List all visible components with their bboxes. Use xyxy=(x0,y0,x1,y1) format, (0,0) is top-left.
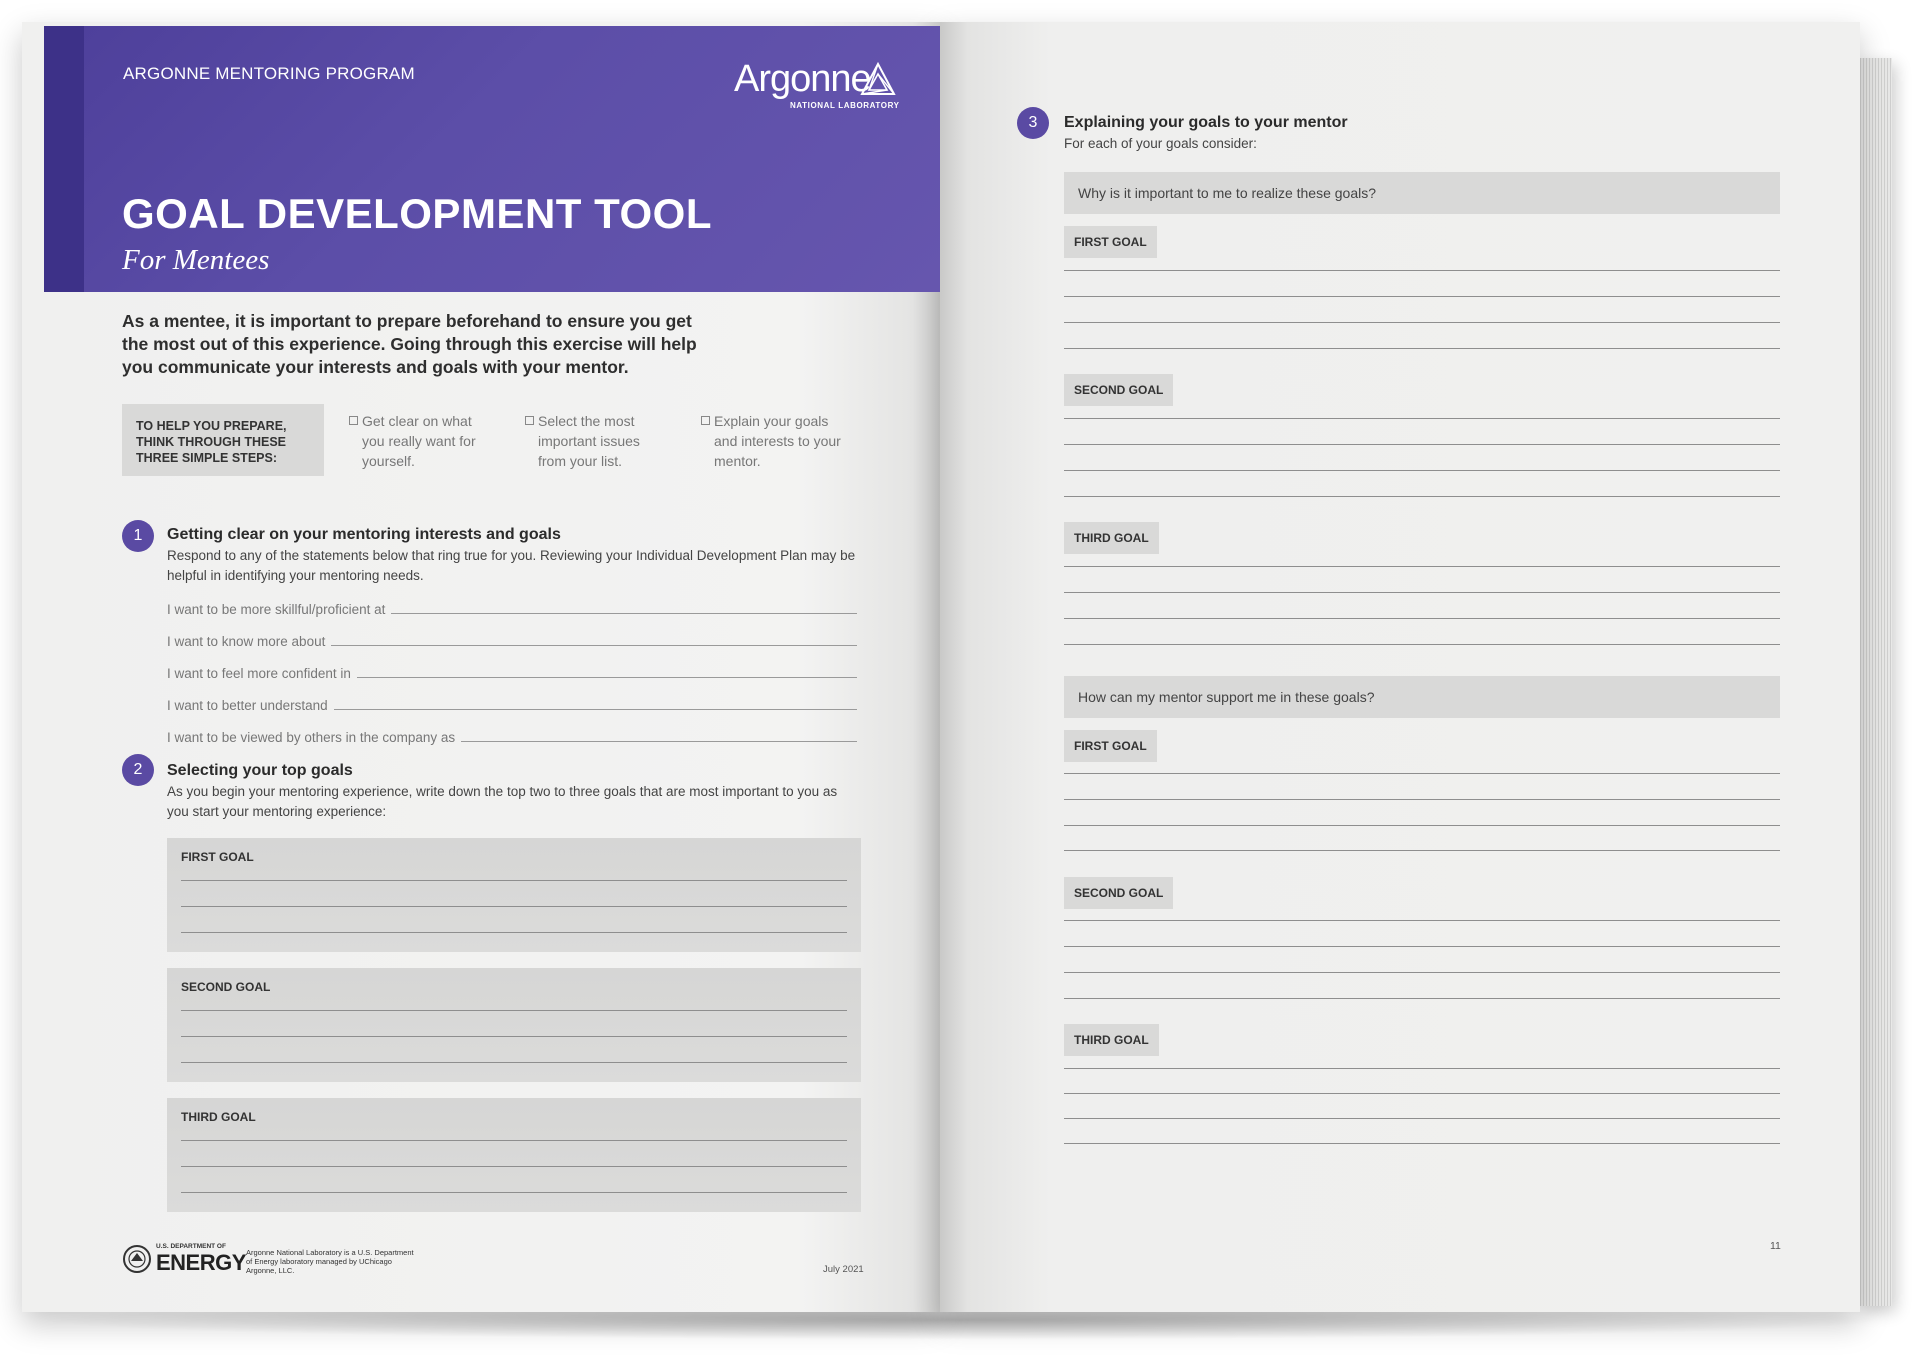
statement-rule xyxy=(391,613,857,614)
statement-line[interactable] xyxy=(167,725,857,745)
goal-tab: THIRD GOAL xyxy=(1064,1024,1159,1056)
page-subtitle: For Mentees xyxy=(122,244,270,276)
goal-box-third[interactable] xyxy=(167,1098,861,1212)
checkbox-icon xyxy=(525,416,534,425)
write-line[interactable] xyxy=(1064,592,1780,593)
write-line[interactable] xyxy=(1064,946,1780,947)
write-line[interactable] xyxy=(1064,1143,1780,1144)
section-1-badge: 1 xyxy=(122,520,154,552)
prep-step-text: Get clear on what you really want for yourself. xyxy=(362,413,476,469)
section-2-desc: As you begin your mentoring experience, write down the top two to three goals that are most important to you as you start your mentoring experience: xyxy=(167,784,838,819)
statement-line[interactable] xyxy=(167,693,857,713)
question-text: Why is it important to me to realize these goals? xyxy=(1078,185,1377,201)
prep-step-2 xyxy=(538,411,668,471)
write-line[interactable] xyxy=(1064,418,1780,419)
goal-box-first[interactable] xyxy=(167,838,861,952)
write-line xyxy=(181,1062,847,1063)
write-line xyxy=(181,932,847,933)
page-edges xyxy=(1858,58,1892,1306)
statement-label: I want to be more skillful/proficient at xyxy=(167,602,386,617)
question-bar-why xyxy=(1064,172,1780,214)
statement-line[interactable] xyxy=(167,597,857,617)
prep-label: TO HELP YOU PREPARE, THINK THROUGH THESE THREE SIMPLE STEPS: xyxy=(136,419,287,465)
goal-box-second[interactable] xyxy=(167,968,861,1082)
write-line[interactable] xyxy=(1064,799,1780,800)
write-line[interactable] xyxy=(1064,644,1780,645)
write-line[interactable] xyxy=(1064,825,1780,826)
doe-seal-icon xyxy=(122,1244,152,1274)
goal-tab: THIRD GOAL xyxy=(1064,522,1159,554)
write-line xyxy=(181,1140,847,1141)
write-line[interactable] xyxy=(1064,998,1780,999)
write-line[interactable] xyxy=(1064,1068,1780,1069)
statement-label: I want to better understand xyxy=(167,698,328,713)
statement-rule xyxy=(331,645,857,646)
page-number: 11 xyxy=(1770,1240,1781,1252)
question-text: How can my mentor support me in these goals? xyxy=(1078,689,1375,705)
statement-line[interactable] xyxy=(167,661,857,681)
doe-small-text: U.S. DEPARTMENT OF xyxy=(156,1243,226,1250)
statement-label: I want to feel more confident in xyxy=(167,666,351,681)
statement-label: I want to be viewed by others in the company as xyxy=(167,730,456,745)
write-line[interactable] xyxy=(1064,348,1780,349)
statement-rule xyxy=(461,741,857,742)
write-line[interactable] xyxy=(1064,444,1780,445)
goal-label: THIRD GOAL xyxy=(181,1110,256,1124)
checkbox-icon xyxy=(701,416,710,425)
write-line[interactable] xyxy=(1064,920,1780,921)
page-title: GOAL DEVELOPMENT TOOL xyxy=(122,190,712,237)
doe-footer-logo xyxy=(122,1242,422,1278)
question-bar-how xyxy=(1064,676,1780,718)
intro-paragraph: As a mentee, it is important to prepare beforehand to ensure you get the most out of this experience. Going through this exercise will help you communicate your interests and goals with your mentor. xyxy=(122,311,697,377)
write-line xyxy=(181,1192,847,1193)
prep-step-1 xyxy=(362,411,492,471)
doe-big-text: ENERGY xyxy=(156,1250,246,1275)
section-3-badge: 3 xyxy=(1017,107,1049,139)
goal-label: SECOND GOAL xyxy=(181,980,271,994)
statement-line[interactable] xyxy=(167,629,857,649)
logo-word: Argonne xyxy=(734,58,871,100)
goal-label: FIRST GOAL xyxy=(181,850,254,864)
checkbox-icon xyxy=(349,416,358,425)
write-line[interactable] xyxy=(1064,470,1780,471)
write-line xyxy=(181,1010,847,1011)
statement-label: I want to know more about xyxy=(167,634,326,649)
section-3-desc: For each of your goals consider: xyxy=(1064,136,1257,151)
write-line[interactable] xyxy=(1064,850,1780,851)
program-label: ARGONNE MENTORING PROGRAM xyxy=(123,64,415,83)
write-line[interactable] xyxy=(1064,1093,1780,1094)
prep-box xyxy=(122,404,324,476)
section-1-desc: Respond to any of the statements below that ring true for you. Reviewing your Individual Development Plan may be helpful in identifying your mentoring needs. xyxy=(167,548,856,583)
prep-step-3 xyxy=(714,411,844,471)
write-line[interactable] xyxy=(1064,566,1780,567)
prep-step-text: Explain your goals and interests to your mentor. xyxy=(714,413,841,469)
goal-tab: SECOND GOAL xyxy=(1064,374,1173,406)
write-line[interactable] xyxy=(1064,270,1780,271)
write-line[interactable] xyxy=(1064,322,1780,323)
section-3-title: Explaining your goals to your mentor xyxy=(1064,114,1348,131)
statement-rule xyxy=(334,709,857,710)
argonne-logo xyxy=(734,58,902,118)
prep-step-text: Select the most important issues from your list. xyxy=(538,413,640,469)
write-line[interactable] xyxy=(1064,972,1780,973)
write-line[interactable] xyxy=(1064,618,1780,619)
write-line xyxy=(181,880,847,881)
doe-description: Argonne National Laboratory is a U.S. Department of Energy laboratory managed by UChicago Argonne, LLC. xyxy=(246,1248,414,1275)
section-2-title: Selecting your top goals xyxy=(167,762,353,779)
argonne-triangle-icon xyxy=(860,62,896,98)
footer-date: July 2021 xyxy=(823,1264,864,1275)
goal-tab: SECOND GOAL xyxy=(1064,877,1173,909)
write-line[interactable] xyxy=(1064,496,1780,497)
write-line xyxy=(181,906,847,907)
write-line xyxy=(181,1036,847,1037)
logo-sub: NATIONAL LABORATORY xyxy=(790,101,900,110)
header-stripe xyxy=(44,26,84,292)
write-line[interactable] xyxy=(1064,296,1780,297)
write-line[interactable] xyxy=(1064,773,1780,774)
section-2-badge: 2 xyxy=(122,754,154,786)
statement-rule xyxy=(357,677,857,678)
goal-tab: FIRST GOAL xyxy=(1064,730,1157,762)
section-1-title: Getting clear on your mentoring interests and goals xyxy=(167,526,561,543)
write-line xyxy=(181,1166,847,1167)
write-line[interactable] xyxy=(1064,1118,1780,1119)
goal-tab: FIRST GOAL xyxy=(1064,226,1157,258)
